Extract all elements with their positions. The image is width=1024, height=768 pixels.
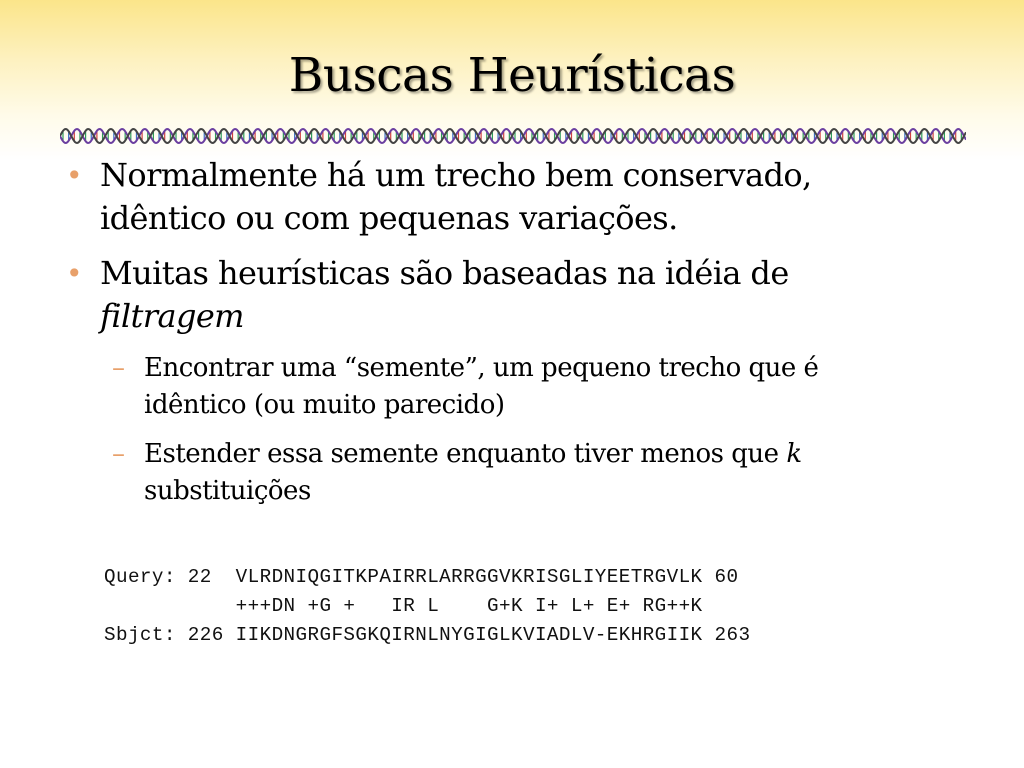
- bullet-marker: •: [66, 257, 82, 290]
- blast-alignment: [104, 563, 750, 650]
- bullet-text-italic: filtragem: [100, 297, 244, 335]
- dna-helix-divider: [60, 126, 966, 146]
- alignment-subject-row: Sbjct: 226 IIKDNGRGFSGKQIRNLNYGIGLKVIADLV-EKHRGIIK 263: [104, 624, 751, 646]
- slide-title: Buscas Heurísticas: [288, 48, 736, 103]
- subbullet-text-line: idêntico (ou muito parecido): [144, 390, 505, 420]
- bullet-list: [66, 154, 966, 522]
- bullet-text-line: idêntico ou com pequenas variações.: [100, 199, 678, 237]
- alignment-match-row: +++DN +G + IR L G+K I+ L+ E+ RG++K: [104, 595, 703, 617]
- subbullet-text-line: substituições: [144, 476, 311, 506]
- bullet-item-heuristics: [66, 252, 966, 338]
- subbullet-text-line: Encontrar uma “semente”, um pequeno trecho que é: [144, 353, 819, 383]
- bullet-text-line: Normalmente há um trecho bem conservado,: [100, 156, 812, 194]
- subbullet-item-extend: [66, 436, 966, 510]
- subbullet-item-seed: [66, 350, 966, 424]
- subbullet-marker: –: [112, 353, 125, 383]
- variable-k: k: [786, 439, 802, 469]
- bullet-marker: •: [66, 159, 82, 192]
- alignment-query-row: Query: 22 VLRDNIQGITKPAIRRLARRGGVKRISGLIYEETRGVLK 60: [104, 566, 739, 588]
- subbullet-text-line: [144, 436, 966, 473]
- bullet-item-conserved: [66, 154, 966, 240]
- subbullet-marker: –: [112, 439, 125, 469]
- bullet-text-line: Muitas heurísticas são baseadas na idéia de: [100, 254, 789, 292]
- subbullet-text: Estender essa semente enquanto tiver menos que: [144, 439, 779, 469]
